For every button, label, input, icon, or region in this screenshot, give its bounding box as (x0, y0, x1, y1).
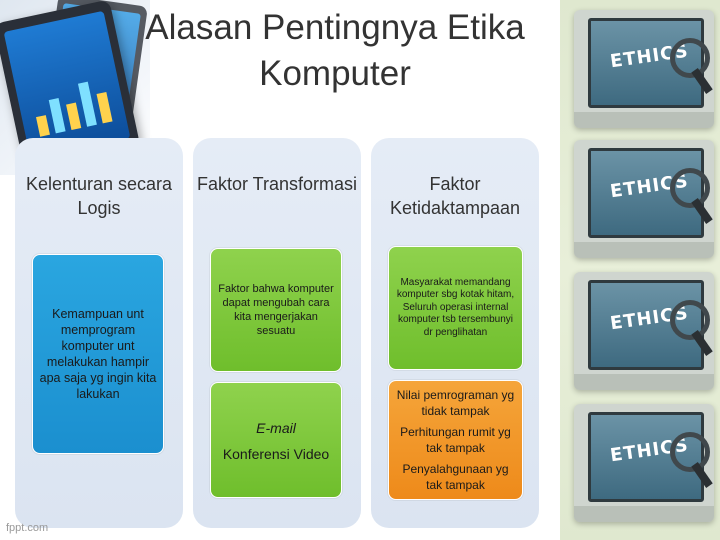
box-line: Penyalahgunaan yg tak tampak (402, 462, 509, 492)
watermark: fppt.com (6, 522, 49, 534)
box-line: Nilai pemrograman yg tidak tampak (396, 388, 515, 418)
box-text: Faktor bahwa komputer dapat mengubah cara kita mengerjakan sesuatu (218, 283, 334, 337)
ethics-laptop-illustration: ETHICS (574, 404, 714, 522)
content-box (388, 380, 523, 500)
content-box (210, 248, 342, 372)
box-text: Masyarakat memandang komputer sbg kotak hitam, Seluruh operasi internal komputer tsb tersembunyi dr penglihatan (396, 276, 515, 338)
ethics-laptop-illustration: ETHICS (574, 10, 714, 128)
column-heading: Kelenturan secara Logis (25, 174, 173, 218)
column-panel-transformation-factor (193, 138, 361, 528)
column-heading: Faktor Transformasi (196, 174, 358, 194)
content-box (32, 254, 164, 454)
ethics-image-strip (560, 0, 720, 540)
column-heading: Faktor Ketidaktampaan (389, 174, 521, 218)
column-panel-logical-flexibility (15, 138, 183, 528)
box-text: Kemampuan unt memprogram komputer unt melakukan hampir apa saja yg ingin kita lakukan (39, 307, 157, 401)
content-box (388, 246, 523, 370)
slide-title: Alasan Pentingnya Etika Komputer (145, 8, 525, 93)
column-panel-invisibility-factor (371, 138, 539, 528)
box-line: E-mail (256, 419, 296, 436)
box-line: Perhitungan rumit yg tak tampak (400, 425, 511, 455)
box-line: Konferensi Video (222, 445, 330, 462)
ethics-laptop-illustration: ETHICS (574, 140, 714, 258)
ethics-laptop-illustration: ETHICS (574, 272, 714, 390)
content-box (210, 382, 342, 498)
